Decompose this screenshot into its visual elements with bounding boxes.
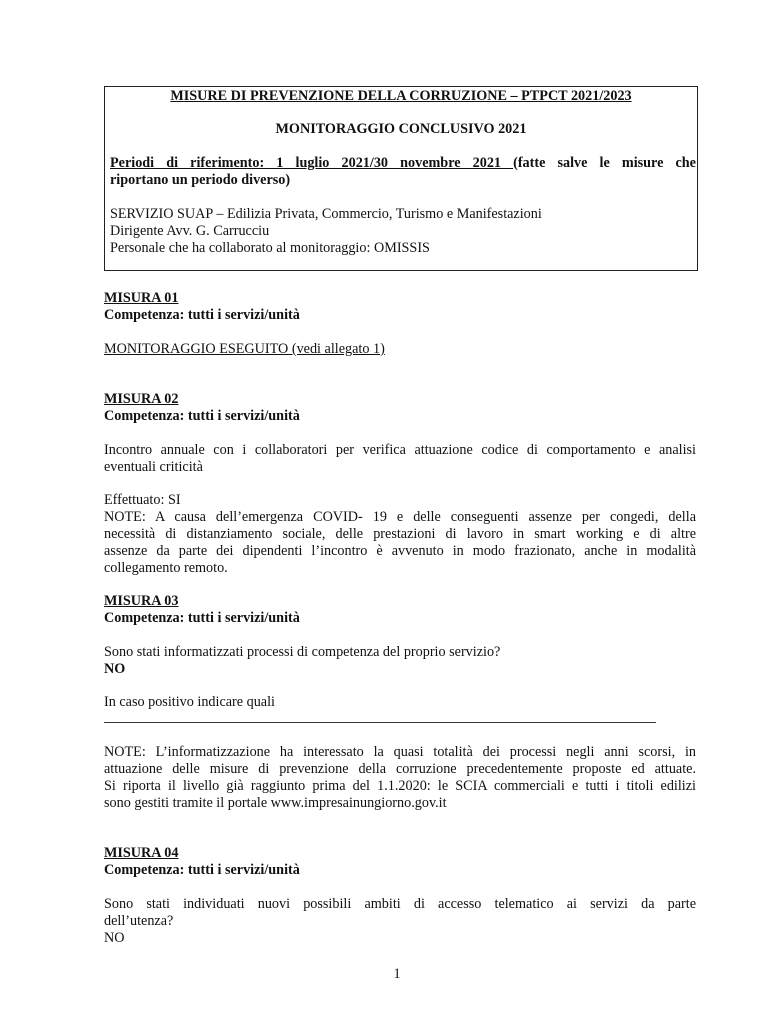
period-label: Periodi di riferimento: 1 luglio 2021/30 novembre 2021 bbox=[110, 155, 514, 171]
m04-title: MISURA 04 bbox=[104, 845, 179, 861]
m03-answer: NO bbox=[104, 661, 126, 677]
period-line bbox=[110, 155, 696, 172]
m02-note-line2: necessità di distanziamento sociale, delle prestazioni di lavoro in smart working e di altre bbox=[104, 526, 696, 542]
m03-competence: Competenza: tutti i servizi/unità bbox=[104, 610, 300, 626]
m03-positive-label: In caso positivo indicare quali bbox=[104, 694, 275, 710]
m02-note-line3: assenze da parte dei dipendenti l’incontro è avvenuto in modo frazionato, anche in modalità bbox=[104, 543, 696, 559]
m02-competence: Competenza: tutti i servizi/unità bbox=[104, 408, 300, 424]
m02-note-line4: collegamento remoto. bbox=[104, 560, 228, 576]
m03-note-line1: NOTE: L’informatizzazione ha interessato la quasi totalità dei processi negli anni scorsi, in bbox=[104, 744, 696, 760]
m02-title: MISURA 02 bbox=[104, 391, 179, 407]
m02-note-line1: NOTE: A causa dell’emergenza COVID- 19 e delle conseguenti assenze per congedi, della bbox=[104, 509, 696, 525]
period-note: (fatte salve le misure che bbox=[513, 155, 696, 171]
m01-status: MONITORAGGIO ESEGUITO (vedi allegato 1) bbox=[104, 341, 385, 357]
m03-question: Sono stati informatizzati processi di competenza del proprio servizio? bbox=[104, 644, 501, 660]
staff-line: Personale che ha collaborato al monitoraggio: OMISSIS bbox=[110, 240, 430, 256]
m03-title: MISURA 03 bbox=[104, 593, 179, 609]
m04-question-line2: dell’utenza? bbox=[104, 913, 174, 929]
m02-desc-line2: eventuali criticità bbox=[104, 459, 203, 475]
document-title: MISURE DI PREVENZIONE DELLA CORRUZIONE – PTPCT 2021/2023 bbox=[170, 88, 632, 104]
m03-note-line2: attuazione delle misure di prevenzione della corruzione precedentemente proposte ed attuate. bbox=[104, 761, 696, 777]
m04-question-line1: Sono stati individuati nuovi possibili ambiti di accesso telematico ai servizi da parte bbox=[104, 896, 696, 912]
m02-done: Effettuato: SI bbox=[104, 492, 181, 508]
period-note-cont: riportano un periodo diverso) bbox=[110, 172, 291, 188]
document-subtitle: MONITORAGGIO CONCLUSIVO 2021 bbox=[275, 121, 527, 137]
answer-underline bbox=[104, 722, 656, 723]
page-number: 1 bbox=[393, 966, 401, 982]
director-name: Dirigente Avv. G. Carrucciu bbox=[110, 223, 270, 239]
m03-note-line4: sono gestiti tramite il portale www.impresainungiorno.gov.it bbox=[104, 795, 447, 811]
m01-competence: Competenza: tutti i servizi/unità bbox=[104, 307, 300, 323]
service-name: SERVIZIO SUAP – Edilizia Privata, Commercio, Turismo e Manifestazioni bbox=[110, 206, 542, 222]
m02-desc-line1: Incontro annuale con i collaboratori per verifica attuazione codice di comportamento e analisi bbox=[104, 442, 696, 458]
m01-title: MISURA 01 bbox=[104, 290, 179, 306]
m03-note-line3: Si riporta il livello già raggiunto prima del 1.1.2020: le SCIA commerciali e tutti i titoli edilizi bbox=[104, 778, 696, 794]
m04-competence: Competenza: tutti i servizi/unità bbox=[104, 862, 300, 878]
m04-answer: NO bbox=[104, 930, 125, 946]
